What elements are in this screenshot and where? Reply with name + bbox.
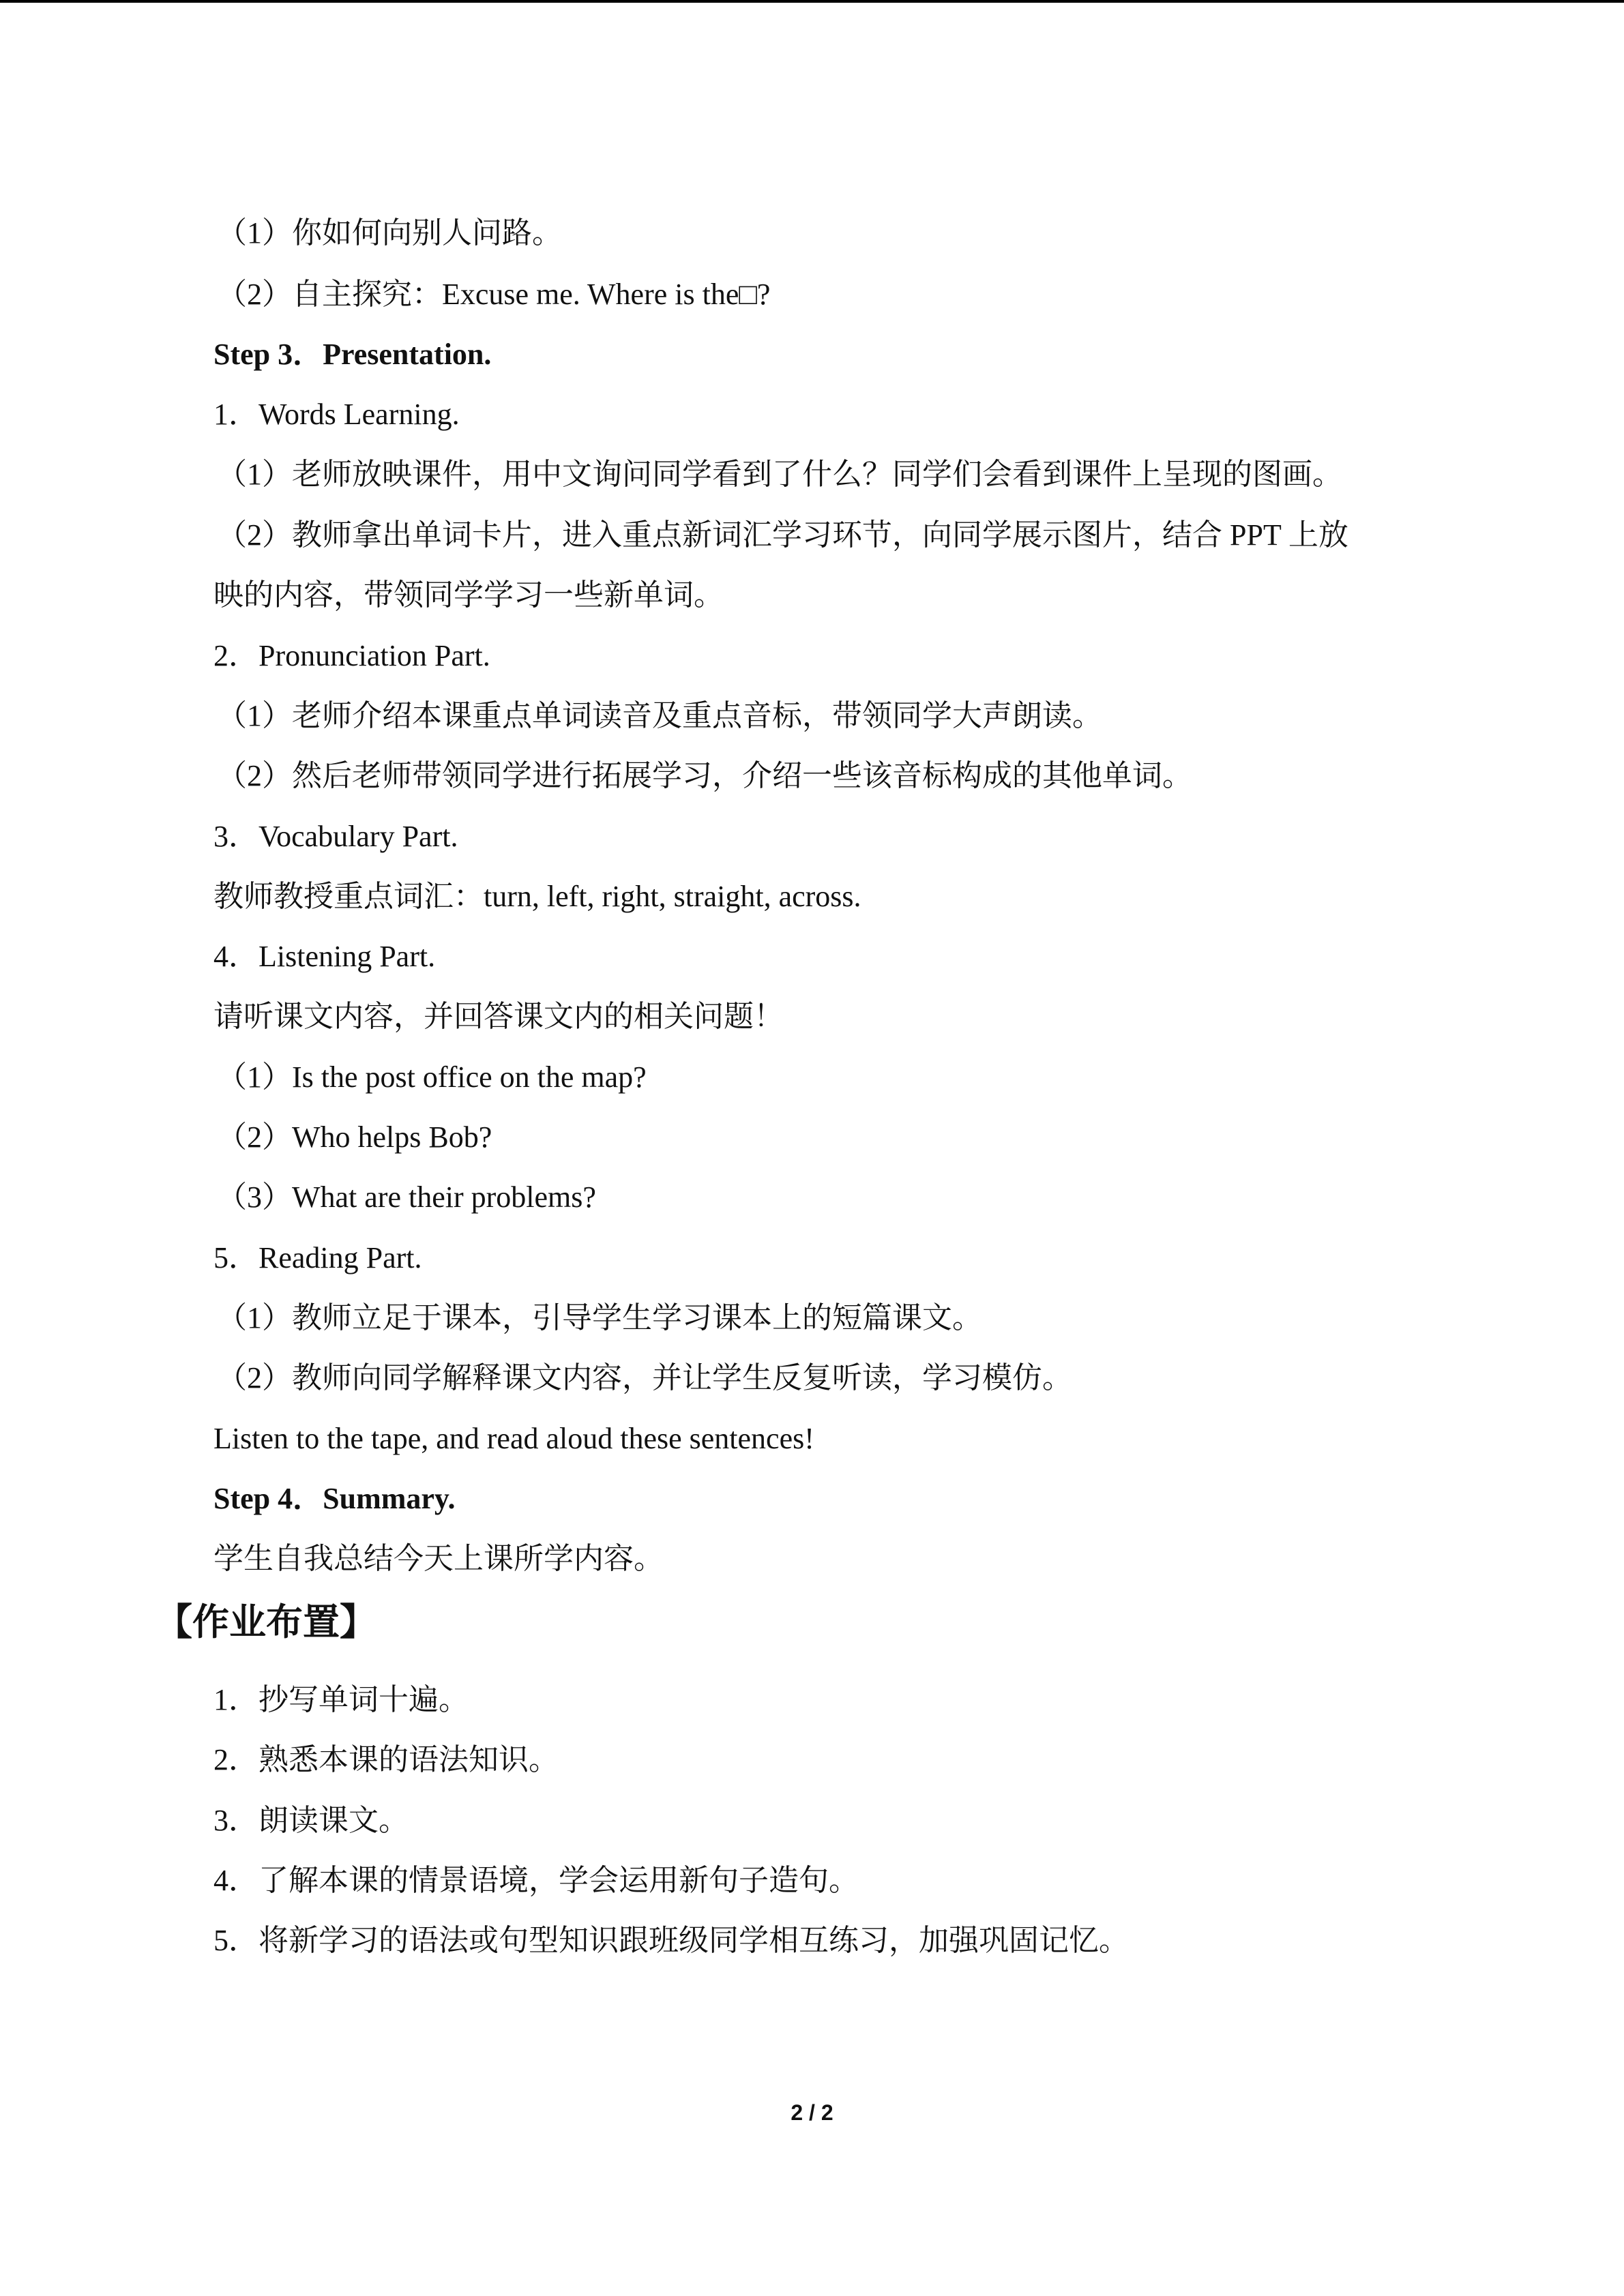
page-number: 2 / 2 xyxy=(791,2100,833,2125)
words-learning-item-2-cont: 映的内容，带领同学学习一些新单词。 xyxy=(213,578,724,612)
listening-instruction: 请听课文内容，并回答课文内的相关问题！ xyxy=(213,1000,784,1033)
listening-title: 4．Listening Part. xyxy=(213,940,436,973)
listening-question-1: （1）Is the post office on the map? xyxy=(217,1060,647,1094)
step-3-heading: Step 3．Presentation. xyxy=(213,338,492,371)
homework-heading: 【作业布置】 xyxy=(156,1600,377,1643)
pronunciation-item-1: （1）老师介绍本课重点单词读音及重点音标，带领同学大声朗读。 xyxy=(217,699,1102,732)
reading-instruction: Listen to the tape, and read aloud these sentences! xyxy=(213,1422,814,1455)
reading-item-1: （1）教师立足于课本，引导学生学习课本上的短篇课文。 xyxy=(217,1301,982,1335)
listening-question-2: （2）Who helps Bob? xyxy=(217,1120,492,1154)
homework-item-2: 2．熟悉本课的语法知识。 xyxy=(213,1743,559,1776)
question-line-1: （1）你如何向别人问路。 xyxy=(217,216,562,250)
pronunciation-title: 2．Pronunciation Part. xyxy=(213,639,490,672)
words-learning-item-2: （2）教师拿出单词卡片，进入重点新词汇学习环节，向同学展示图片，结合 PPT 上放 xyxy=(217,518,1349,552)
reading-item-2: （2）教师向同学解释课文内容，并让学生反复听读，学习模仿。 xyxy=(217,1361,1072,1395)
homework-item-4: 4．了解本课的情景语境，学会运用新句子造句。 xyxy=(213,1864,859,1897)
pronunciation-item-2: （2）然后老师带领同学进行拓展学习，介绍一些该音标构成的其他单词。 xyxy=(217,759,1192,792)
step-4-heading: Step 4．Summary. xyxy=(213,1482,456,1515)
question-line-2: （2）自主探究：Excuse me. Where is the□? xyxy=(217,278,771,311)
homework-item-1: 1．抄写单词十遍。 xyxy=(213,1683,469,1716)
homework-item-5: 5．将新学习的语法或句型知识跟班级同学相互练习，加强巩固记忆。 xyxy=(213,1924,1129,1957)
listening-question-3: （3）What are their problems? xyxy=(217,1180,596,1214)
homework-item-3: 3．朗读课文。 xyxy=(213,1804,409,1837)
words-learning-title: 1．Words Learning. xyxy=(213,398,460,431)
summary-text: 学生自我总结今天上课所学内容。 xyxy=(213,1542,664,1575)
words-learning-item-1: （1）老师放映课件，用中文询问同学看到了什么？同学们会看到课件上呈现的图画。 xyxy=(217,458,1342,491)
reading-title: 5．Reading Part. xyxy=(213,1241,422,1274)
vocabulary-title: 3．Vocabulary Part. xyxy=(213,820,458,853)
vocabulary-text: 教师教授重点词汇：turn, left, right, straight, across. xyxy=(213,880,861,913)
